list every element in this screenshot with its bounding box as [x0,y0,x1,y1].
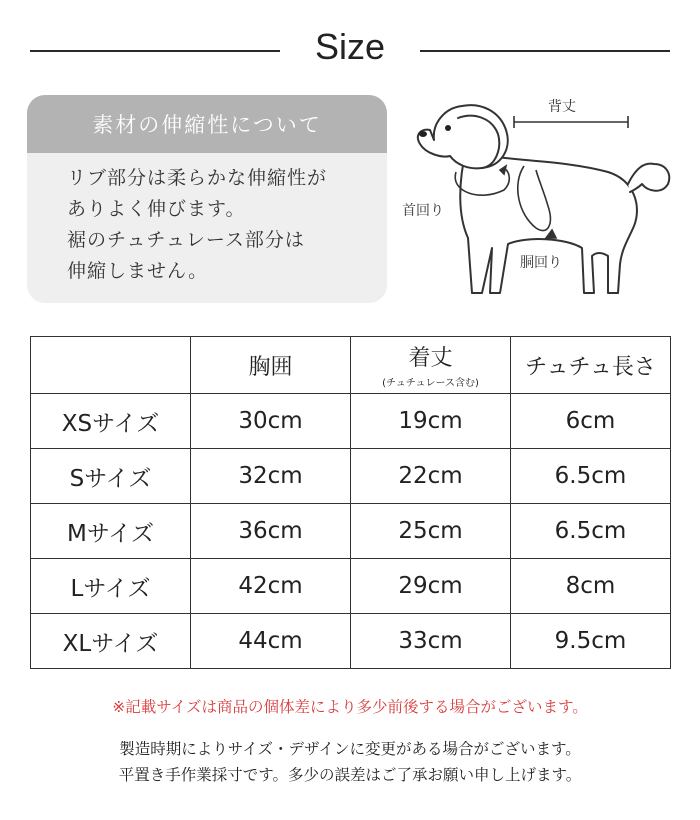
footnote-line: 平置き手作業採寸です。多少の誤差はご了承お願い申し上げます。 [118,766,582,784]
material-line: ありよく伸びます。 [67,198,246,220]
size-name-cell: Mサイズ [31,504,191,559]
page-title: Size [314,26,386,67]
footnote-line: 製造時期によりサイズ・デザインに変更がある場合がございます。 [119,740,581,758]
table-row [31,394,671,449]
dog-tail-outline [628,164,669,192]
length-value-cell: 19cm [351,394,511,449]
material-line: 伸縮しません。 [67,260,209,282]
table-header-cell [351,337,511,394]
length-value-cell: 25cm [351,504,511,559]
size-variance-notice: ※記載サイズは商品の個体差により多少前後する場合がございます。 [112,698,588,716]
material-line: リブ部分は柔らかな伸縮性が [67,167,328,189]
table-header-cell: チュチュ長さ [511,337,671,394]
table-row [31,614,671,669]
table-row [31,559,671,614]
back-length-label: 背丈 [548,99,576,115]
title-rule-left [30,50,280,52]
neck-label: 首回り [402,203,444,219]
chest-label: 胴回り [520,255,562,271]
dog-measurement-diagram [396,88,686,303]
chest-value-cell: 30cm [191,394,351,449]
length-value-cell: 33cm [351,614,511,669]
table-row [31,449,671,504]
length-header-note: (チュチュレース含む) [382,378,479,389]
chest-value-cell: 36cm [191,504,351,559]
material-heading: 素材の伸縮性について [27,95,387,153]
chest-value-cell: 32cm [191,449,351,504]
tutu-length-value-cell: 6.5cm [511,449,671,504]
tutu-length-value-cell: 6cm [511,394,671,449]
size-name-cell: XLサイズ [31,614,191,669]
tutu-length-value-cell: 6.5cm [511,504,671,559]
table-header-cell: 胸囲 [191,337,351,394]
size-name-cell: Sサイズ [31,449,191,504]
length-value-cell: 22cm [351,449,511,504]
size-table [30,336,671,669]
table-row [31,504,671,559]
chest-value-cell: 42cm [191,559,351,614]
material-line: 裾のチュチュレース部分は [67,229,305,251]
title-rule-right [420,50,670,52]
dog-eye [445,125,451,131]
table-header-cell [31,337,191,394]
tutu-length-value-cell: 9.5cm [511,614,671,669]
footnote [0,736,700,788]
size-name-cell: XSサイズ [31,394,191,449]
length-header: 着丈 [408,346,453,371]
chest-value-cell: 44cm [191,614,351,669]
dog-nose [419,131,427,137]
table-header-row [31,337,671,394]
material-description [27,153,387,287]
length-value-cell: 29cm [351,559,511,614]
tutu-length-value-cell: 8cm [511,559,671,614]
material-card [27,95,387,303]
size-name-cell: Lサイズ [31,559,191,614]
